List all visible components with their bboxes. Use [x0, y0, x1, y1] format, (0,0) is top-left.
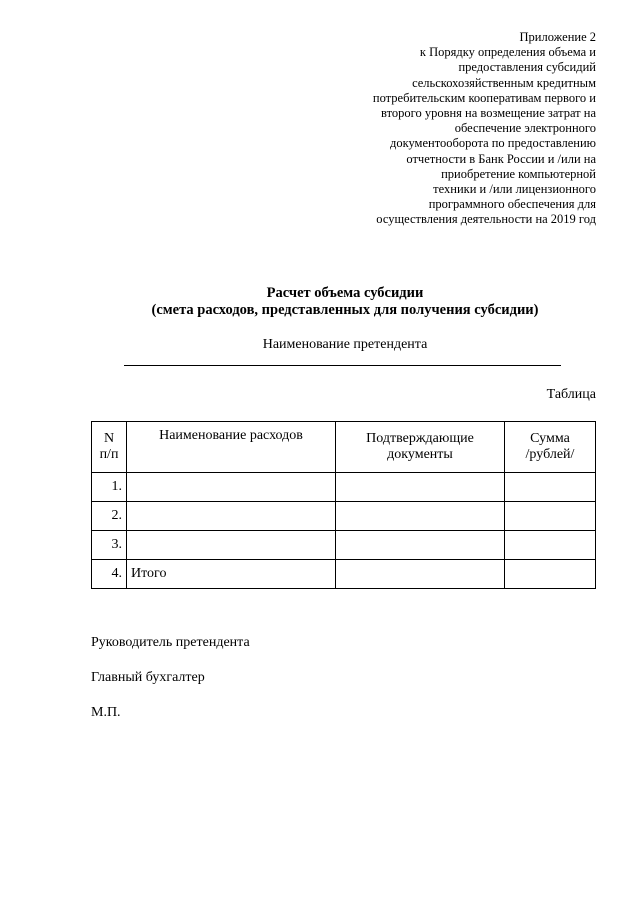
header-sum-line-2: /рублей/	[525, 447, 575, 462]
table-row	[92, 473, 596, 502]
appendix-line: приобретение компьютерной	[441, 166, 596, 181]
header-documents-line-2: документы	[387, 447, 453, 462]
row-documents[interactable]	[336, 531, 505, 560]
table-row-total	[92, 560, 596, 589]
table-header-row	[92, 422, 596, 473]
header-number-line-2: п/п	[99, 447, 119, 462]
row-sum[interactable]	[505, 473, 596, 502]
row-number: 2.	[92, 502, 127, 531]
appendix-line: документооборота по предоставлению	[389, 136, 596, 151]
header-sum-line-1: Сумма	[530, 431, 570, 446]
appendix-line: потребительским кооперативам первого и	[372, 90, 596, 105]
appendix-line: программного обеспечения для	[428, 197, 596, 212]
signature-accountant: Главный бухгалтер	[91, 670, 205, 685]
row-documents[interactable]	[336, 502, 505, 531]
stamp-place: М.П.	[91, 705, 121, 720]
table-row	[92, 502, 596, 531]
row-documents[interactable]	[336, 560, 505, 589]
row-expense-name[interactable]	[127, 502, 336, 531]
row-expense-name[interactable]	[127, 531, 336, 560]
row-sum[interactable]	[505, 560, 596, 589]
header-sum	[505, 422, 596, 473]
row-expense-name: Итого	[127, 560, 336, 589]
appendix-line: предоставления субсидий	[458, 60, 596, 75]
header-documents	[336, 422, 505, 473]
appendix-line: второго уровня на возмещение затрат на	[381, 106, 596, 121]
header-expense-name	[127, 422, 336, 473]
row-number: 4.	[92, 560, 127, 589]
applicant-name-field[interactable]	[124, 365, 561, 366]
appendix-header	[316, 30, 596, 228]
title-line-2: (смета расходов, представленных для получения субсидии)	[151, 302, 539, 318]
table-row	[92, 531, 596, 560]
appendix-line: Приложение 2	[519, 30, 596, 44]
appendix-line: осуществления деятельности на 2019 год	[376, 212, 596, 227]
header-number	[92, 422, 127, 473]
appendix-line: обеспечение электронного	[454, 121, 596, 136]
costs-table	[91, 421, 596, 589]
header-expense-name-text: Наименование расходов	[159, 428, 303, 443]
signature-head: Руководитель претендента	[91, 635, 250, 650]
row-expense-name[interactable]	[127, 473, 336, 502]
header-documents-line-1: Подтверждающие	[366, 431, 474, 446]
row-sum[interactable]	[505, 502, 596, 531]
row-documents[interactable]	[336, 473, 505, 502]
header-number-line-1: N	[103, 431, 115, 446]
table-caption: Таблица	[546, 387, 596, 402]
appendix-line: к Порядку определения объема и	[419, 45, 596, 60]
row-number: 1.	[92, 473, 127, 502]
appendix-line: отчетности в Банк России и /или на	[406, 151, 596, 166]
applicant-label: Наименование претендента	[262, 337, 428, 352]
title-line-1: Расчет объема субсидии	[266, 285, 424, 301]
appendix-line: сельскохозяйственным кредитным	[412, 75, 596, 90]
document-title	[0, 285, 640, 319]
appendix-line: техники и /или лицензионного	[433, 182, 596, 197]
row-number: 3.	[92, 531, 127, 560]
row-sum[interactable]	[505, 531, 596, 560]
